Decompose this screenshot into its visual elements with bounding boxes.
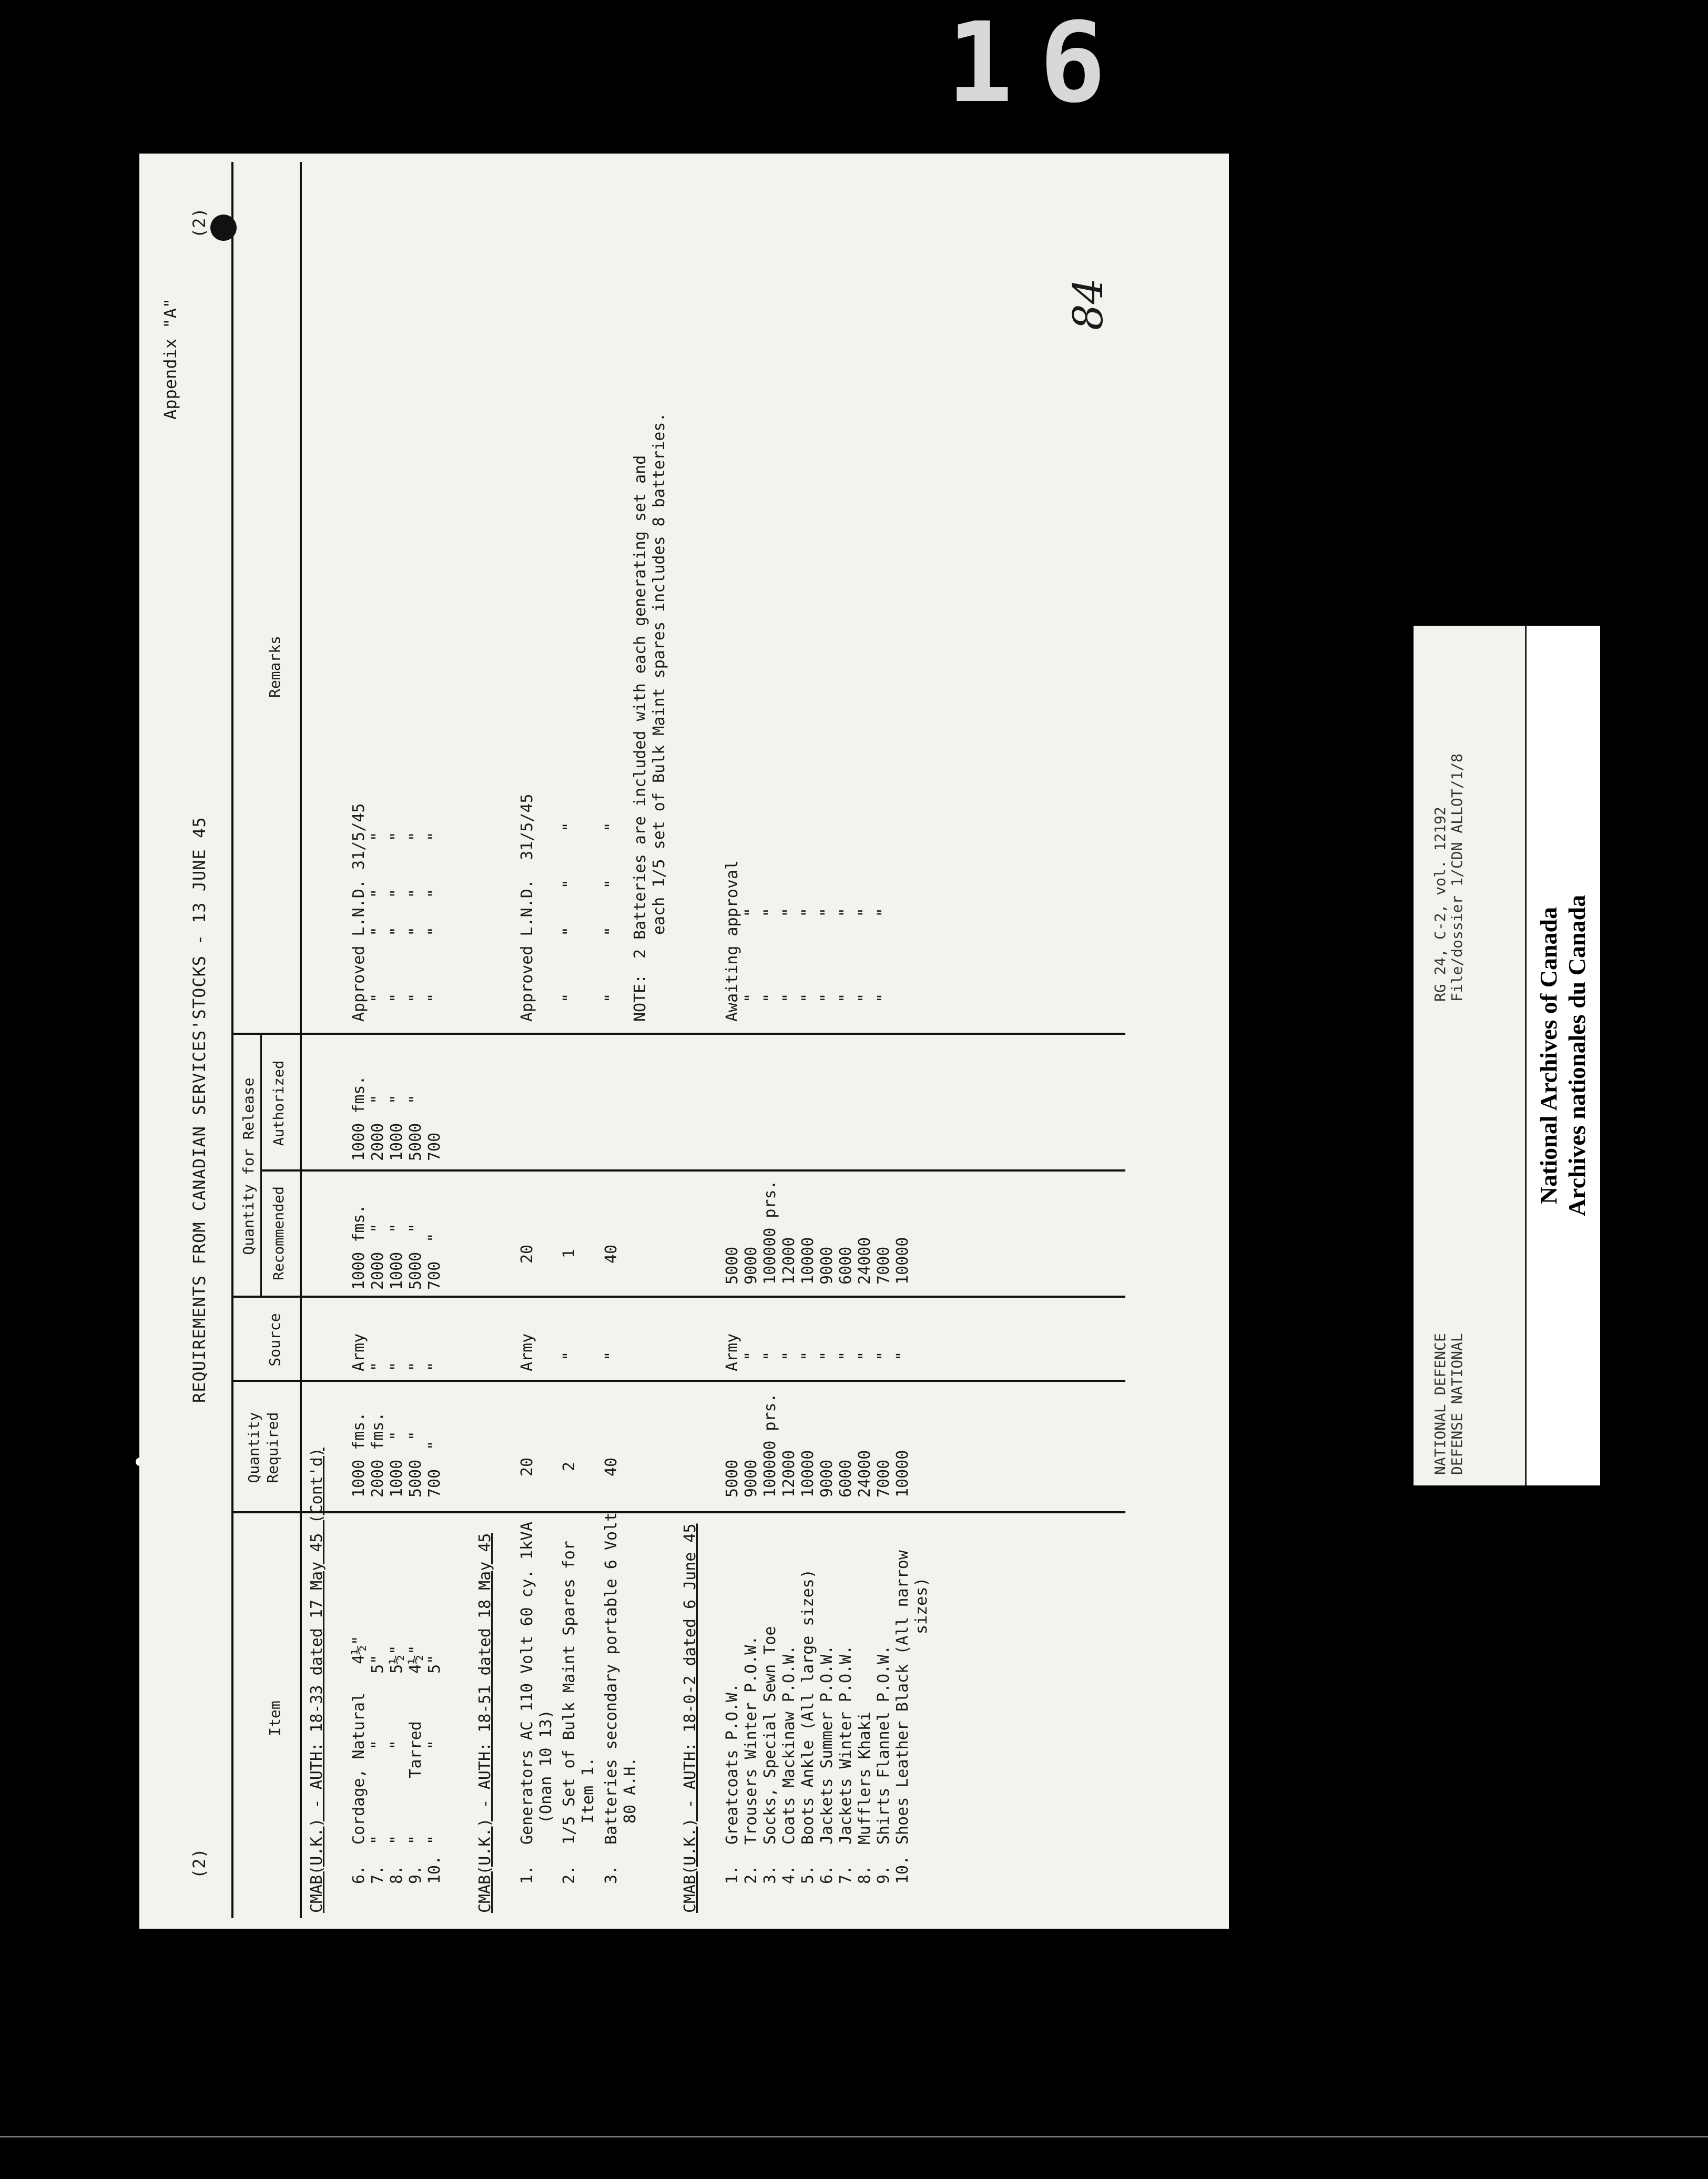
item-description: 1/5 Set of Bulk Maint Spares for [560,1541,578,1845]
source: " [761,1351,779,1361]
qty-recommended: 1000 fms. [350,1204,368,1290]
item-description: Generators AC 110 Volt 60 cy. 1kVA [518,1521,536,1845]
archive-label-band [1525,626,1600,1485]
document-content [139,154,1229,1929]
qty-required: 9000 [818,1459,836,1498]
note-text: each 1/5 set of Bulk Maint spares includes 8 batteries. [650,412,668,935]
source: Army [518,1333,536,1371]
item-number: 7. [369,1865,387,1884]
col-divider [231,1380,1125,1382]
item-description-cont: sizes) [912,1577,931,1634]
item-description: Shirts Flannel P.O.W. [875,1645,893,1845]
film-edge-line [0,2136,1708,2137]
item-number: 5. [799,1865,817,1884]
item-number: 6. [818,1865,836,1884]
qty-required: 2 [560,1461,578,1471]
qty-recommended: 700 " [425,1233,444,1290]
col-divider [231,1033,1125,1035]
col-divider [231,1296,1125,1298]
source: Army [350,1333,368,1371]
handwritten-page-number: 84 [1065,278,1112,330]
item-description: Jackets Summer P.O.W. [818,1645,836,1845]
source: " [893,1351,912,1361]
item-description: " " 5½" [388,1645,406,1845]
source: " [780,1351,798,1361]
item-description: Coats Mackinaw P.O.W. [780,1645,798,1845]
item-number: 4. [780,1865,798,1884]
item-number: 9. [406,1865,425,1884]
archive-stamp-content [1414,626,1599,1485]
source: " [837,1351,855,1361]
remarks: " " " " [388,831,406,1022]
source: Army [723,1333,741,1371]
qty-required: 5000 " [406,1431,425,1498]
qty-recommended: 5000 " [406,1223,425,1290]
item-number: 6. [350,1865,368,1884]
col-divider [231,1511,1125,1513]
qty-authorized: 700 [425,1132,444,1161]
remarks: " " [799,908,817,1022]
remarks: Awaiting approval [723,860,741,1022]
col-header-qty-release: Quantity for Release [240,1077,257,1255]
item-number: 8. [388,1865,406,1884]
item-description: Socks, Special Sewn Toe [761,1626,779,1845]
stamp-ministry-fr: DEFENSE NATIONAL [1448,1333,1466,1475]
item-number: 10. [425,1855,444,1884]
qty-recommended: 20 [518,1244,536,1264]
source: " [369,1361,387,1371]
qty-authorized: 2000 " [369,1094,387,1161]
qty-authorized: 1000 fms. [350,1075,368,1161]
item-description: Jackets Winter P.O.W. [837,1645,855,1845]
col-divider [260,1169,1125,1172]
table-top-rule [231,162,233,1918]
col-header-remarks: Remarks [266,636,283,698]
item-number: 1. [723,1865,741,1884]
remarks: " " [818,908,836,1022]
microfilm-frame-number: 16 [947,0,1132,127]
stamp-file: File/dossier 1/CDN ALLOT/1/8 [1448,753,1466,1002]
source: " [742,1351,760,1361]
qty-recommended: 1000 " [388,1223,406,1290]
qty-required: 7000 [875,1459,893,1498]
qty-recommended: 6000 [837,1246,855,1285]
source: " [425,1361,444,1371]
remarks: " " [837,908,855,1022]
source: " [856,1351,874,1361]
remarks: " " [875,908,893,1022]
col-header-recommended: Recommended [271,1186,287,1280]
item-description: Cordage, Natural 4½" [350,1635,368,1845]
qty-required: 700 " [425,1440,444,1498]
item-description-cont: (Onan 10 13) [537,1709,555,1824]
item-description: Batteries secondary portable 6 Volt [602,1512,621,1845]
qty-recommended: 7000 [875,1246,893,1285]
qty-recommended: 10000 [893,1237,912,1285]
source: " [406,1361,425,1371]
section-heading: CMAB(U.K.) - AUTH: 18-51 dated 18 May 45 [476,1533,494,1913]
page-number-right: (2) [189,208,209,238]
item-number: 10. [893,1855,912,1884]
col-header-item: Item [266,1701,283,1736]
section-heading: CMAB(U.K.) - AUTH: 18-0-2 dated 6 June 45 [681,1523,699,1913]
remarks: " " [856,908,874,1022]
qty-required: 10000 [799,1450,817,1498]
remarks: Approved L.N.D. 31/5/45 [350,803,368,1022]
remarks: " " " " [425,831,444,1022]
item-description-cont: 80 A.H. [621,1757,639,1824]
document-title: REQUIREMENTS FROM CANADIAN SERVICES'STOCKS - 13 JUNE 45 [189,817,209,1403]
item-description: Mufflers Khaki [856,1712,874,1845]
source: " [799,1351,817,1361]
qty-recommended: 40 [602,1244,621,1264]
remarks: " " [780,908,798,1022]
remarks: Approved L.N.D. 31/5/45 [518,793,536,1022]
item-description: Greatcoats P.O.W. [723,1683,741,1845]
remarks: " " " " [602,822,621,1022]
section-heading: CMAB(U.K.) - AUTH: 18-33 dated 17 May 45 (Cont'd) [308,1447,326,1913]
qty-required: 20 [518,1457,536,1477]
release-subheader-rule [260,1035,262,1298]
qty-required: 6000 [837,1459,855,1498]
item-description: Boots Ankle (All large sizes) [799,1569,817,1845]
qty-recommended: 9000 [818,1246,836,1285]
remarks: " " [742,908,760,1022]
source: " [875,1351,893,1361]
item-description: " " 5" [425,1654,444,1845]
table-header-rule [300,162,302,1918]
qty-recommended: 1 [560,1248,578,1258]
source: " [602,1351,621,1361]
col-header-source: Source [266,1313,283,1367]
source: " [560,1351,578,1361]
source: " [818,1351,836,1361]
qty-recommended: 5000 [723,1246,741,1285]
qty-required: 9000 [742,1459,760,1498]
remarks: " " [761,908,779,1022]
qty-required: 40 [602,1457,621,1477]
remarks: " " " " [406,831,425,1022]
qty-required: 100000 prs. [761,1393,779,1498]
qty-recommended: 12000 [780,1237,798,1285]
item-description: Shoes Leather Black (All narrow [893,1550,912,1845]
remarks: " " " " [560,822,578,1022]
qty-authorized: 5000 " [406,1094,425,1161]
qty-required: 10000 [893,1450,912,1498]
source: " [388,1361,406,1371]
note-text: 2 Batteries are included with each generating set and [631,455,649,959]
qty-required: 24000 [856,1450,874,1498]
item-number: 2. [742,1865,760,1884]
archive-stamp [1414,626,1599,1485]
qty-recommended: 24000 [856,1237,874,1285]
archive-name-en: National Archives of Canada [1535,907,1562,1205]
remarks: " " " " [369,831,387,1022]
qty-required: 2000 fms. [369,1412,387,1498]
item-number: 3. [602,1865,621,1884]
qty-recommended: 100000 prs. [761,1180,779,1285]
item-number: 2. [560,1865,578,1884]
stamp-reference: RG 24, C-2, vol. 12192 [1431,807,1449,1002]
item-description: " " 5" [369,1654,387,1845]
appendix-label: Appendix "A" [160,298,180,420]
item-description-cont: Item 1. [579,1757,597,1824]
qty-recommended: 10000 [799,1237,817,1285]
qty-required: 1000 " [388,1431,406,1498]
item-number: 8. [856,1865,874,1884]
page-number-left: (2) [189,1848,209,1879]
qty-authorized: 1000 " [388,1094,406,1161]
stamp-ministry-en: NATIONAL DEFENCE [1431,1333,1449,1475]
qty-required: 5000 [723,1459,741,1498]
col-header-qty-required: Quantity Required [245,1412,281,1483]
item-number: 3. [761,1865,779,1884]
archive-name-fr: Archives nationales du Canada [1563,894,1590,1217]
item-description: Trousers Winter P.O.W. [742,1635,760,1845]
item-number: 7. [837,1865,855,1884]
note-label: NOTE: [631,974,649,1022]
item-description: " Tarred 4½" [406,1645,425,1845]
qty-required: 1000 fms. [350,1412,368,1498]
qty-recommended: 9000 [742,1246,760,1285]
qty-recommended: 2000 " [369,1223,387,1290]
item-number: 1. [518,1865,536,1884]
item-number: 9. [875,1865,893,1884]
col-header-authorized: Authorized [271,1060,287,1146]
qty-required: 12000 [780,1450,798,1498]
document-page [139,154,1229,1929]
